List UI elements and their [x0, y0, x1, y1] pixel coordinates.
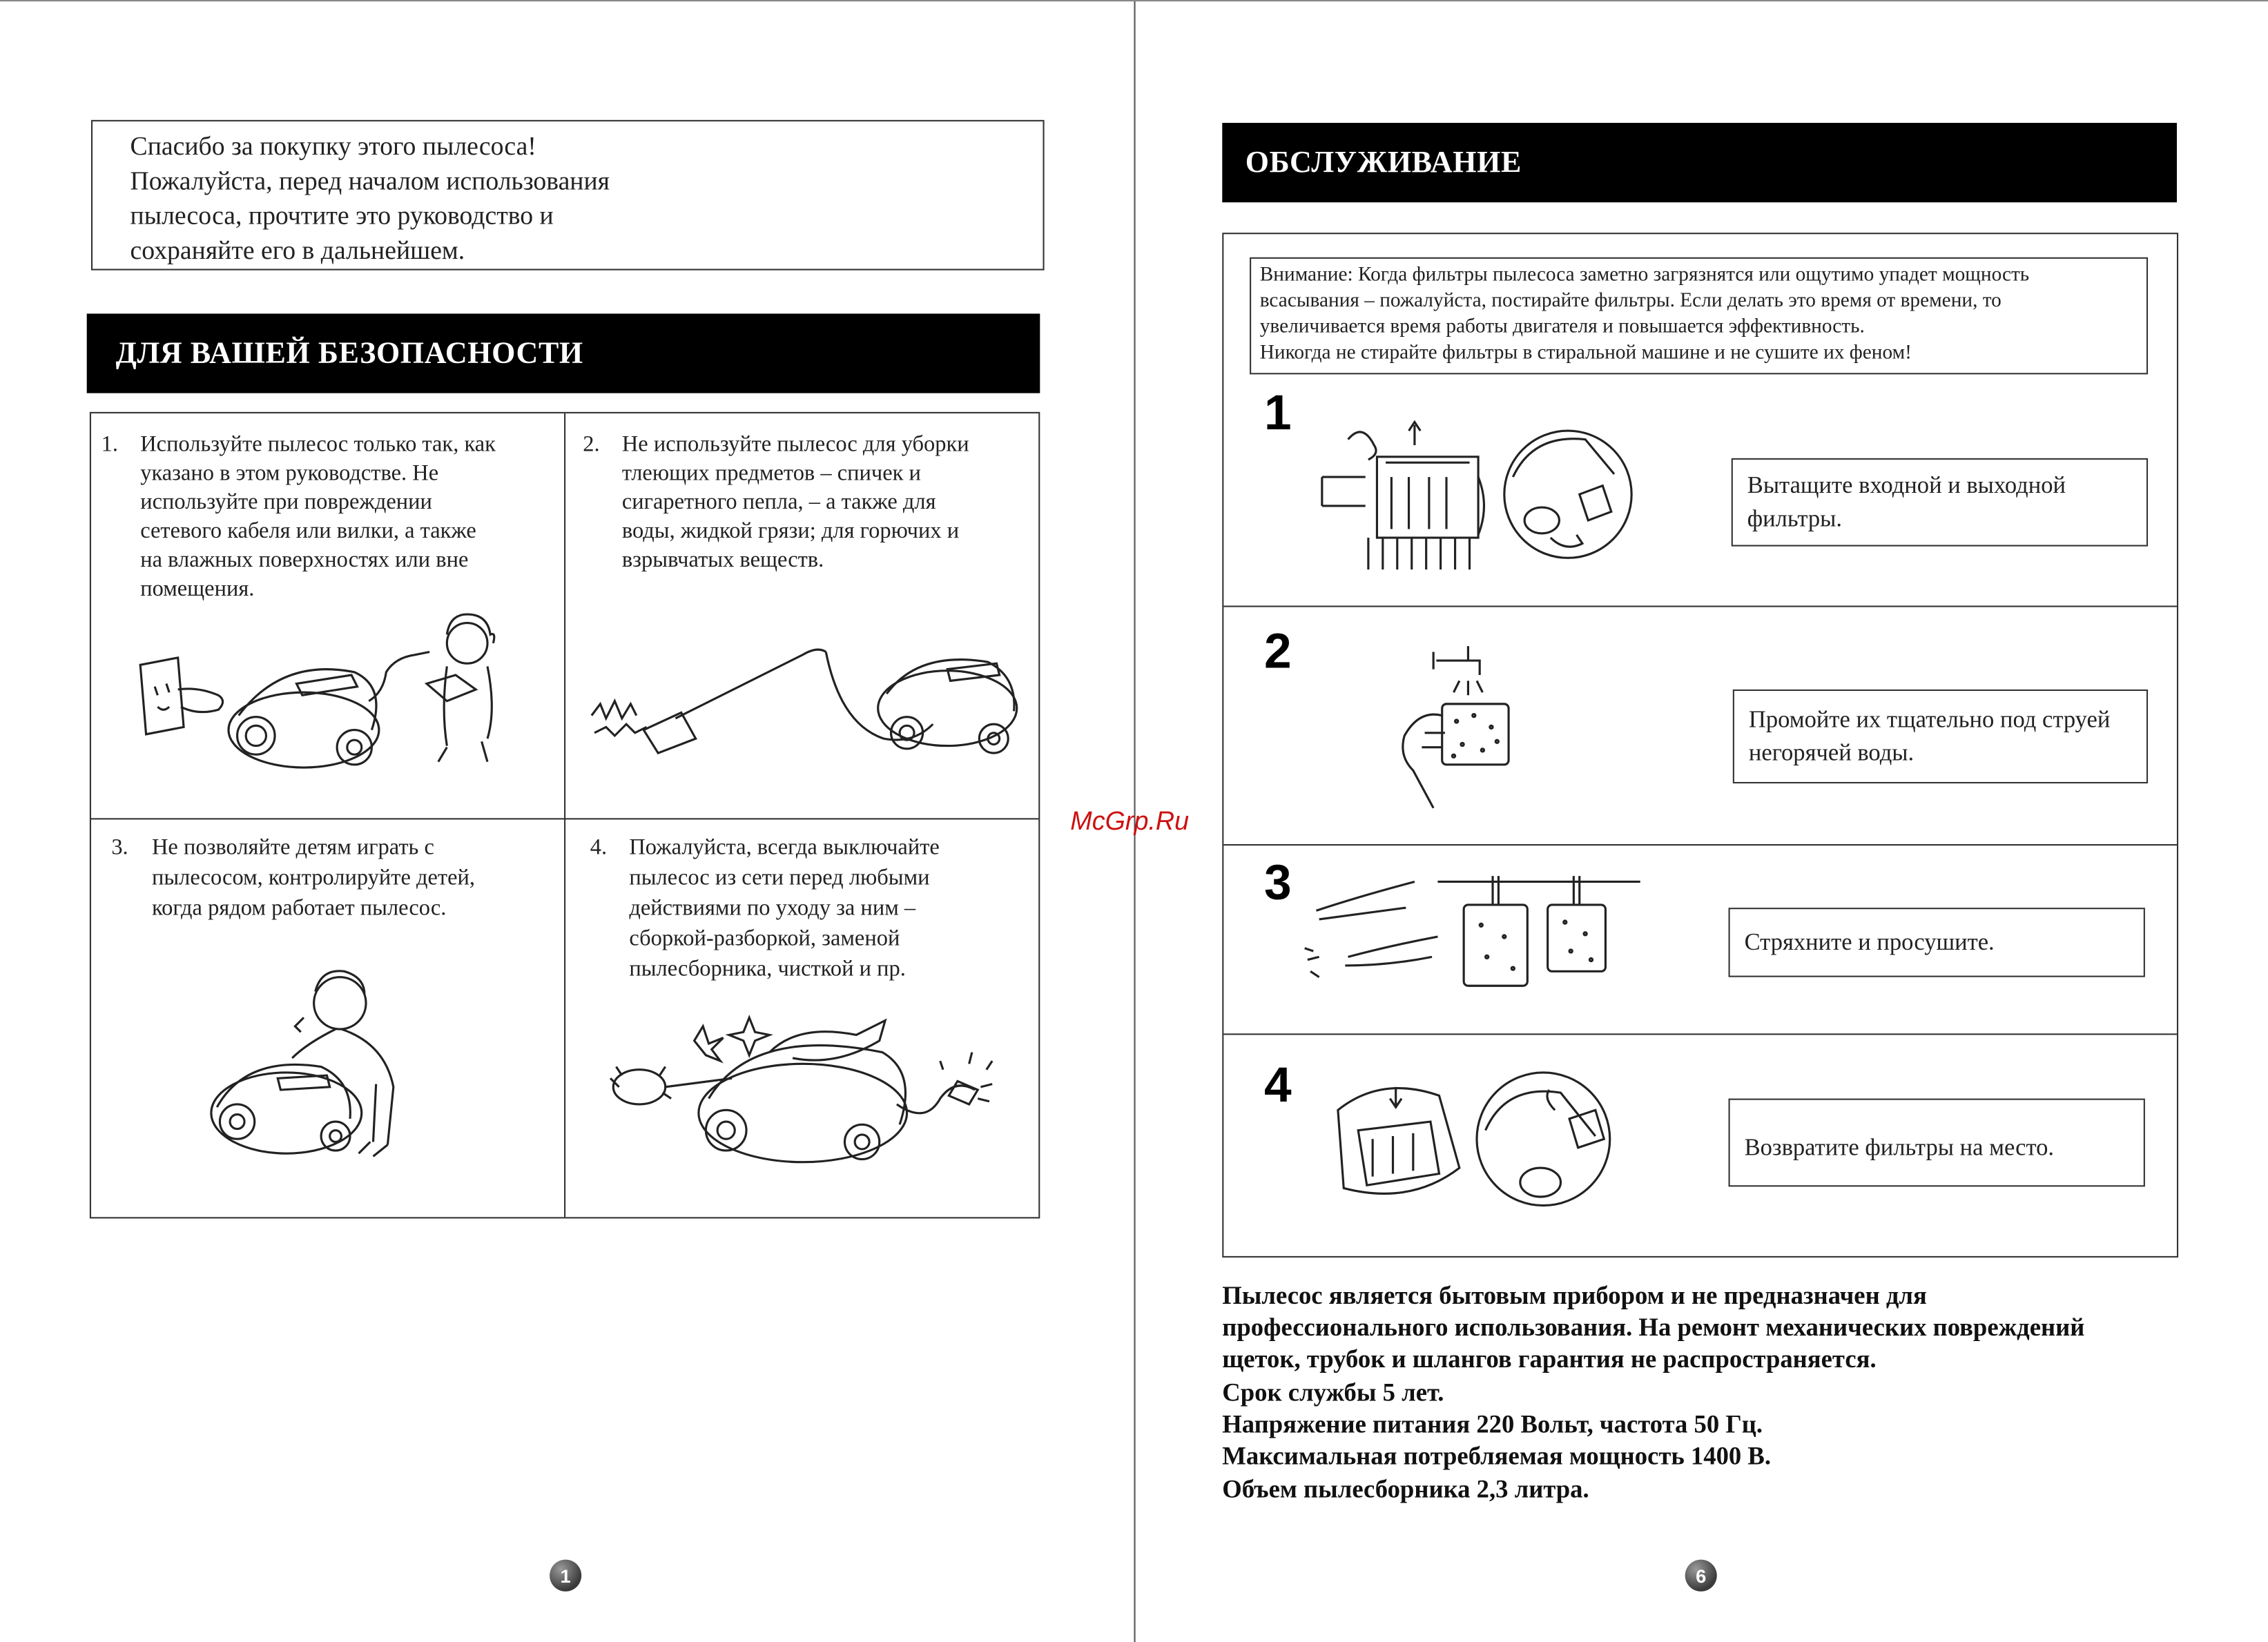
cell-1-line-6: помещения.	[140, 576, 255, 602]
cell-2-number: 2.	[583, 432, 600, 457]
note-line-6: Максимальная потребляемая мощность 1400 В.	[1222, 1440, 1772, 1470]
intro-line-1: Спасибо за покупку этого пылесоса!	[130, 131, 536, 161]
cell-2-line-5: взрывчатых веществ.	[621, 547, 824, 573]
cell-1-line-4: сетевого кабеля или вилки, а также	[140, 518, 476, 544]
cell-2-line-1: Не используйте пылесос для уборки	[621, 432, 969, 457]
note-line-4: Срок службы 5 лет.	[1222, 1377, 1444, 1407]
row-divider-2	[1223, 844, 2177, 846]
warning-line-2: всасывания – пожалуйста, постирайте фильтры. Если делать это время от времени, то	[1259, 290, 2002, 313]
intro-box	[91, 120, 1045, 271]
step-2-number: 2	[1264, 624, 1292, 680]
step-3-number: 3	[1264, 855, 1292, 911]
note-line-3: щеток, трубок и шлангов гарантия не распространяется.	[1222, 1344, 1877, 1374]
cell-2-line-3: сигаретного пепла, – а также для	[621, 489, 936, 515]
illustration-cleaning-unplugged	[608, 1012, 998, 1171]
step-1-number: 1	[1264, 386, 1292, 441]
cell-1-line-5: на влажных поверхностях или вне	[140, 547, 469, 573]
grid-divider-v	[564, 413, 565, 1217]
cell-4-line-5: пылесборника, чисткой и пр.	[629, 957, 906, 981]
step-1-line-2: фильтры.	[1747, 504, 1843, 532]
step-4-text	[1729, 1099, 2145, 1187]
warning-line-3: увеличивается время работы двигателя и повышается эффективность.	[1259, 316, 1865, 339]
cell-3-number: 3.	[111, 835, 128, 861]
illustration-child-vacuum	[202, 968, 434, 1171]
warning-line-4: Никогда не стирайте фильтры в стиральной машине и не сушите их феном!	[1259, 342, 1912, 364]
page-number-right: 6	[1685, 1560, 1717, 1592]
cell-1-line-2: указано в этом руководстве. Не	[140, 461, 439, 486]
intro-line-3: пылесоса, прочтите это руководство и	[130, 201, 554, 230]
cell-4-line-4: сборкой-разборкой, заменой	[629, 926, 900, 951]
illustration-outlet-girl	[137, 614, 499, 773]
cell-1-line-3: используйте при повреждении	[140, 489, 432, 515]
note-line-2: профессионального использования. На ремонт механических повреждений	[1222, 1312, 2085, 1342]
step-3-line-1: Стряхните и просушите.	[1744, 928, 1995, 956]
intro-line-2: Пожалуйста, перед началом использования	[130, 166, 610, 195]
step-1-line-1: Вытащите входной и выходной	[1747, 471, 2066, 499]
step-2-line-2: негорячей воды.	[1748, 739, 1915, 766]
cell-2-line-4: воды, жидкой грязи; для горючих и	[621, 518, 960, 544]
note-line-1: Пылесос является бытовым прибором и не предназначен для	[1222, 1280, 1927, 1310]
illustration-shake-dry	[1302, 868, 1649, 997]
safety-title: ДЛЯ ВАШЕЙ БЕЗОПАСНОСТИ	[87, 313, 1040, 393]
illustration-vacuum-debris	[585, 629, 1019, 766]
cell-4-line-1: Пожалуйста, всегда выключайте	[629, 835, 940, 861]
warning-line-1: Внимание: Когда фильтры пылесоса заметно загрязнятся или ощутимо упадет мощность	[1259, 264, 2030, 286]
step-1-text	[1732, 458, 2148, 547]
cell-3-line-3: когда рядом работает пылесос.	[151, 896, 447, 921]
cell-4-line-3: действиями по уходу за ним –	[629, 896, 916, 921]
cell-4-number: 4.	[590, 835, 608, 861]
illustration-reinstall-filters	[1324, 1067, 1634, 1211]
maintenance-title: ОБСЛУЖИВАНИЕ	[1222, 123, 2177, 202]
page-number-left: 1	[550, 1560, 581, 1592]
step-4-number: 4	[1264, 1057, 1292, 1113]
step-2-text	[1733, 690, 2148, 783]
cell-1-line-1: Используйте пылесос только так, как	[140, 432, 496, 457]
row-divider-3	[1223, 1033, 2177, 1035]
warning-box	[1250, 257, 2148, 375]
watermark: McGrp.Ru	[1070, 806, 1190, 836]
top-edge	[0, 0, 2268, 1]
step-4-line-1: Возвратите фильтры на место.	[1744, 1133, 2055, 1161]
intro-line-4: сохраняйте его в дальнейшем.	[130, 235, 465, 265]
row-divider-1	[1223, 605, 2177, 607]
cell-4-line-2: пылесос из сети перед любыми	[629, 866, 930, 891]
cell-1-number: 1.	[101, 432, 119, 457]
note-line-5: Напряжение питания 220 Вольт, частота 50 Гц.	[1222, 1409, 1763, 1438]
cell-2-line-2: тлеющих предметов – спичек и	[621, 461, 921, 486]
cell-3-line-1: Не позволяйте детям играть с	[151, 835, 434, 861]
illustration-remove-filters	[1319, 419, 1638, 571]
illustration-rinse-filter	[1396, 643, 1541, 814]
grid-divider-h	[91, 818, 1038, 819]
step-2-line-1: Промойте их тщательно под струей	[1748, 705, 2111, 733]
note-line-7: Объем пылесборника 2,3 литра.	[1222, 1474, 1589, 1503]
step-3-text	[1729, 908, 2145, 977]
cell-3-line-2: пылесосом, контролируйте детей,	[151, 866, 476, 891]
